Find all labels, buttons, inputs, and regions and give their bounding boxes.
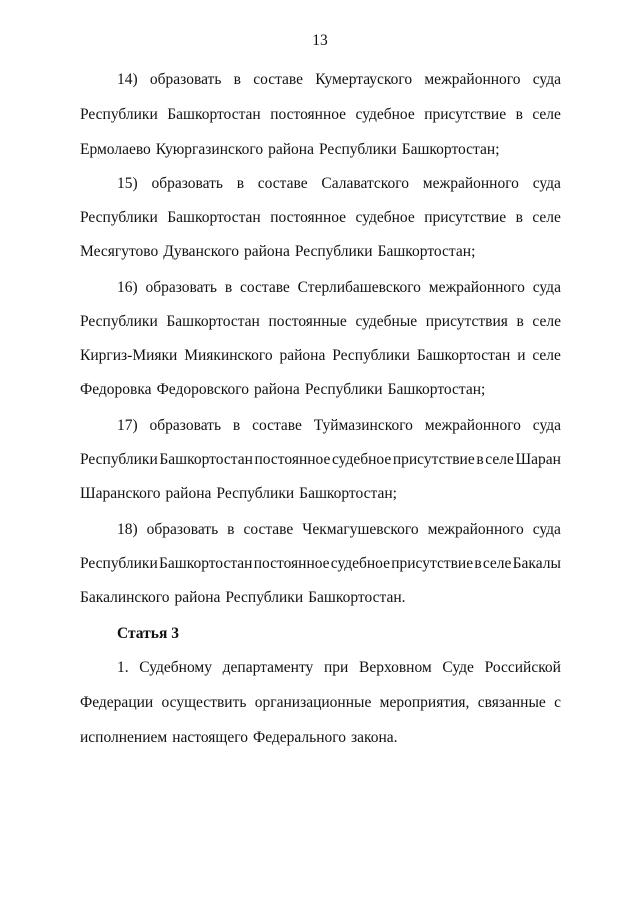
- paragraph-line: 15) образовать в составе Салаватского межрайонного суда: [117, 175, 561, 192]
- paragraph-line: Месягутово Дуванского района Республики Башкортостан;: [80, 243, 476, 260]
- paragraph-line: 14) образовать в составе Кумертауского межрайонного суда: [117, 71, 561, 88]
- paragraph-line: 18) образовать в составе Чекмагушевского межрайонного суда: [117, 521, 561, 538]
- paragraph-line: Республики Башкортостан постоянные судебные присутствия в селе: [80, 313, 561, 330]
- paragraph-line: Республики Башкортостан постоянное судебное присутствие в селе: [80, 209, 561, 226]
- paragraph-line: Киргиз-Мияки Миякинского района Республики Башкортостан и селе: [80, 347, 561, 364]
- paragraph-line: Федоровка Федоровского района Республики Башкортостан;: [80, 381, 486, 398]
- page-number: 13: [312, 32, 328, 49]
- paragraph-line: 16) образовать в составе Стерлибашевского межрайонного суда: [117, 279, 561, 296]
- paragraph-line: Шаранского района Республики Башкортостан;: [80, 485, 397, 502]
- article-paragraph-line: Федерации осуществить организационные мероприятия, связанные с: [80, 694, 561, 711]
- paragraph-line: Республики Башкортостан постоянное судебное присутствие в селе Бакалы: [80, 555, 561, 572]
- paragraph-line: Бакалинского района Республики Башкортостан.: [80, 589, 406, 606]
- article-paragraph-line: 1. Судебному департаменту при Верховном Суде Российской: [117, 659, 561, 676]
- paragraph-line: Республики Башкортостан постоянное судебное присутствие в селе Шаран: [80, 451, 561, 468]
- paragraph-line: Ермолаево Куюргазинского района Республики Башкортостан;: [80, 141, 500, 158]
- article-heading: Статья 3: [117, 625, 179, 642]
- article-paragraph-line: исполнением настоящего Федерального закона.: [80, 729, 398, 746]
- paragraph-line: 17) образовать в составе Туймазинского межрайонного суда: [117, 417, 561, 434]
- paragraph-line: Республики Башкортостан постоянное судебное присутствие в селе: [80, 106, 561, 123]
